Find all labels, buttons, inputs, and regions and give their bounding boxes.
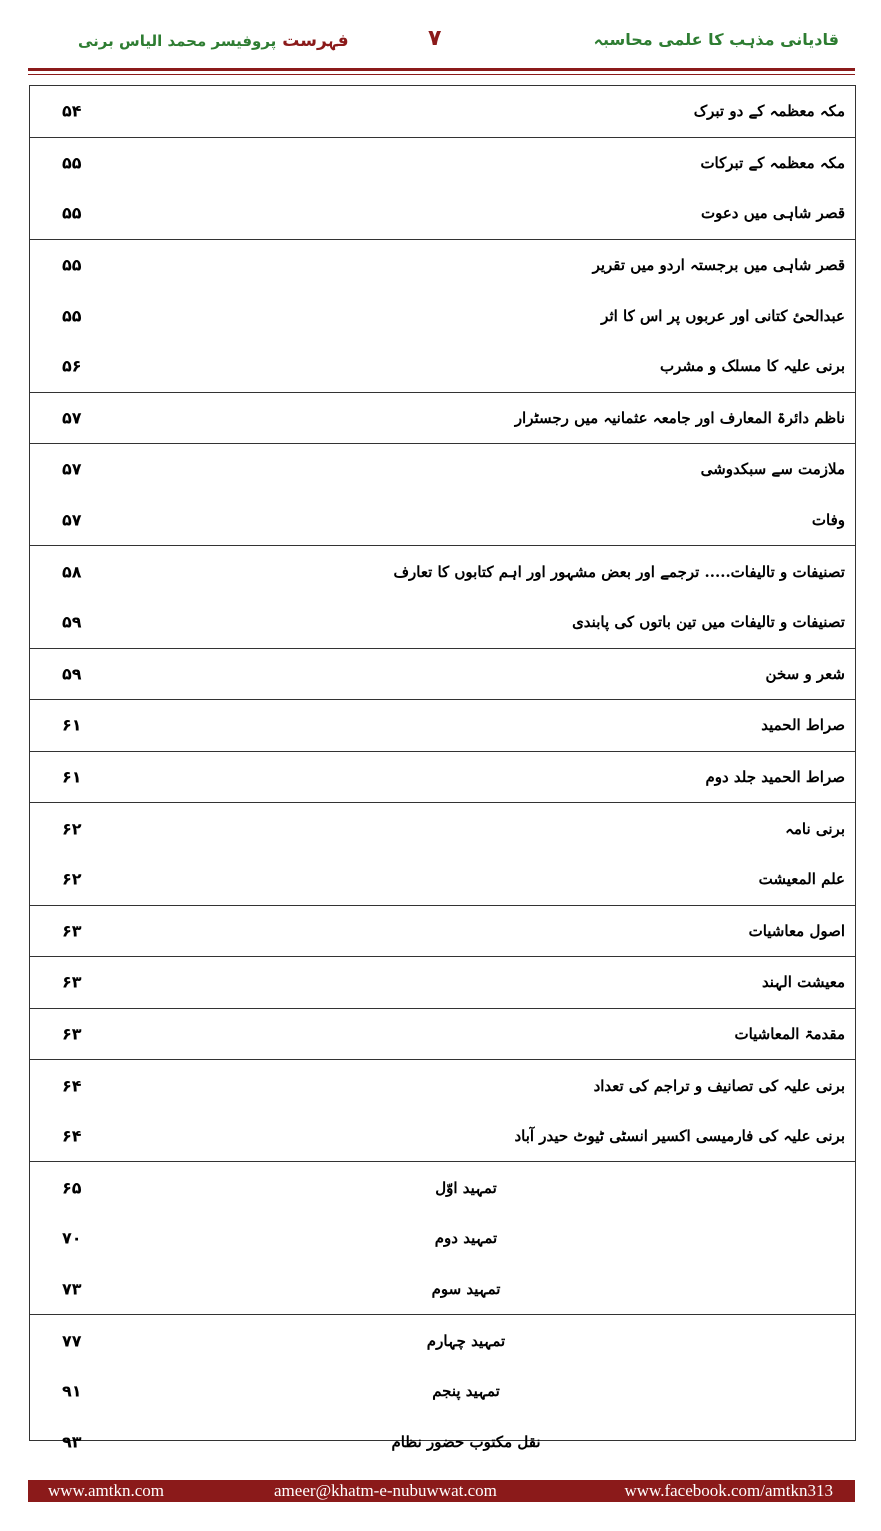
toc-entry[interactable] (30, 906, 855, 957)
toc-entry-page: ۵۵ (62, 203, 82, 223)
toc-entry-page: ۹۳ (62, 1432, 82, 1452)
toc-group (30, 138, 855, 240)
toc-entry-title: مقدمۃ المعاشیات (734, 1024, 845, 1043)
toc-entry-page: ۵۶ (62, 356, 82, 376)
toc-entry-title: تمہید اوّل (435, 1178, 497, 1197)
toc-entry[interactable] (30, 1416, 855, 1467)
toc-entry-title: عبدالحیٔ کتانی اور عربوں پر اس کا اثر (601, 306, 845, 325)
toc-entry-title: وفات (811, 511, 845, 530)
toc-entry-page: ۶۲ (62, 819, 82, 839)
toc-entry-page: ۷۰ (62, 1228, 82, 1248)
toc-entry[interactable] (30, 1213, 855, 1264)
toc-entry-page: ۶۲ (62, 869, 82, 889)
toc-entry[interactable] (30, 700, 855, 751)
header-page-number: ۷ (428, 26, 442, 51)
toc-entry-page: ۶۱ (62, 767, 82, 787)
toc-entry[interactable] (30, 188, 855, 239)
toc-entry-page: ۵۷ (62, 459, 82, 479)
toc-entry-page: ۵۴ (62, 101, 82, 121)
toc-entry[interactable] (30, 1366, 855, 1417)
header-author: پروفیسر محمد الیاس برنی (78, 32, 277, 50)
toc-entry-page: ۷۳ (62, 1279, 82, 1299)
toc-entry[interactable] (30, 495, 855, 546)
header-left (40, 30, 349, 51)
toc-entry[interactable] (30, 1009, 855, 1060)
toc-entry-page: ۶۱ (62, 715, 82, 735)
header-book-title: قادیانی مذہب کا علمی محاسبہ (593, 30, 839, 49)
toc-entry-title: برنی نامہ (785, 819, 845, 838)
toc-entry-title: نقل مکتوب حضور نظام (391, 1432, 541, 1451)
toc-entry[interactable] (30, 597, 855, 648)
toc-entry[interactable] (30, 290, 855, 341)
toc-group (30, 957, 855, 1009)
toc-group (30, 906, 855, 958)
toc-entry-title: معیشت الہند (761, 973, 845, 992)
page-header (28, 22, 855, 62)
toc-entry[interactable] (30, 854, 855, 905)
toc-entry-page: ۶۴ (62, 1126, 82, 1146)
toc-entry-page: ۵۷ (62, 408, 82, 428)
toc-group (30, 1009, 855, 1061)
toc-entry-page: ۶۳ (62, 972, 82, 992)
toc-entry-title: برنی علیہ کی فارمیسی اکسیر انسٹی ٹیوٹ حیدر آباد (514, 1127, 845, 1146)
toc-entry-page: ۵۵ (62, 255, 82, 275)
toc-entry-page: ۵۸ (62, 562, 82, 582)
toc-entry-title: تصنیفات و تالیفات..... ترجمے اور بعض مشہور اور اہم کتابوں کا تعارف (393, 562, 845, 581)
toc-group (30, 240, 855, 393)
toc-entry-title: ناظم دائرۃ المعارف اور جامعہ عثمانیہ میں رجسٹرار (514, 408, 845, 427)
header-rule-thick (28, 68, 855, 71)
toc-entry-page: ۶۴ (62, 1076, 82, 1096)
toc-entry-title: تمہید سوم (431, 1279, 501, 1298)
table-of-contents (29, 85, 856, 1452)
toc-entry[interactable] (30, 1060, 855, 1111)
toc-entry-page: ۶۳ (62, 1024, 82, 1044)
toc-entry[interactable] (30, 341, 855, 392)
toc-group (30, 86, 855, 138)
toc-entry-page: ۵۹ (62, 664, 82, 684)
toc-entry-title: تمہید پنجم (432, 1382, 500, 1401)
toc-entry[interactable] (30, 1264, 855, 1315)
toc-entry[interactable] (30, 86, 855, 137)
toc-entry-page: ۵۷ (62, 510, 82, 530)
toc-group (30, 1315, 855, 1467)
toc-entry[interactable] (30, 1162, 855, 1213)
toc-entry-page: ۶۳ (62, 921, 82, 941)
toc-entry-page: ۶۵ (62, 1178, 82, 1198)
toc-entry-title: تصنیفات و تالیفات میں تین باتوں کی پابندی (572, 613, 845, 632)
toc-entry-page: ۵۵ (62, 153, 82, 173)
toc-entry-title: صراط الحمید (761, 716, 845, 735)
toc-entry[interactable] (30, 444, 855, 495)
toc-entry-title: علم المعیشت (758, 870, 845, 889)
toc-entry-title: ملازمت سے سبکدوشی (700, 460, 845, 479)
toc-entry[interactable] (30, 1111, 855, 1162)
footer-website-link[interactable]: www.amtkn.com (48, 1481, 164, 1500)
toc-entry-title: تمہید چہارم (426, 1331, 506, 1350)
toc-entry-title: مکہ معظمہ کے تبرکات (700, 153, 845, 172)
toc-group (30, 649, 855, 701)
toc-entry-title: قصر شاہی میں برجستہ اردو میں تقریر (592, 256, 845, 275)
toc-entry[interactable] (30, 752, 855, 803)
page-footer (28, 1480, 855, 1502)
toc-group (30, 803, 855, 905)
toc-entry[interactable] (30, 649, 855, 700)
toc-entry-title: برنی علیہ کا مسلک و مشرب (659, 357, 845, 376)
header-section-label: فہرست (282, 31, 349, 51)
toc-group (30, 1162, 855, 1315)
toc-group (30, 700, 855, 752)
toc-entry-title: صراط الحمید جلد دوم (705, 768, 845, 787)
toc-entry-page: ۷۷ (62, 1331, 82, 1351)
toc-entry-title: اصول معاشیات (748, 921, 845, 940)
toc-entry-title: برنی علیہ کی تصانیف و تراجم کی تعداد (593, 1076, 845, 1095)
toc-entry-page: ۹۱ (62, 1381, 82, 1401)
toc-entry[interactable] (30, 240, 855, 291)
toc-entry-title: تمہید دوم (434, 1229, 498, 1248)
toc-group (30, 546, 855, 648)
toc-entry[interactable] (30, 393, 855, 444)
toc-entry[interactable] (30, 803, 855, 854)
toc-group (30, 393, 855, 445)
toc-entry-page: ۵۹ (62, 612, 82, 632)
toc-entry[interactable] (30, 1315, 855, 1366)
toc-entry[interactable] (30, 957, 855, 1008)
footer-facebook-link[interactable]: www.facebook.com/amtkn313 (624, 1481, 833, 1500)
toc-group (30, 444, 855, 546)
toc-entry-title: مکہ معظمہ کے دو تبرک (693, 102, 845, 121)
toc-entry-page: ۵۵ (62, 306, 82, 326)
header-rule-thin (28, 74, 855, 75)
toc-group (30, 1060, 855, 1162)
toc-entry[interactable] (30, 138, 855, 189)
footer-email-link[interactable]: ameer@khatm-e-nubuwwat.com (274, 1481, 497, 1500)
toc-entry-title: قصر شاہی میں دعوت (700, 204, 845, 223)
toc-entry-title: شعر و سخن (765, 664, 845, 683)
toc-entry[interactable] (30, 546, 855, 597)
toc-group (30, 752, 855, 804)
